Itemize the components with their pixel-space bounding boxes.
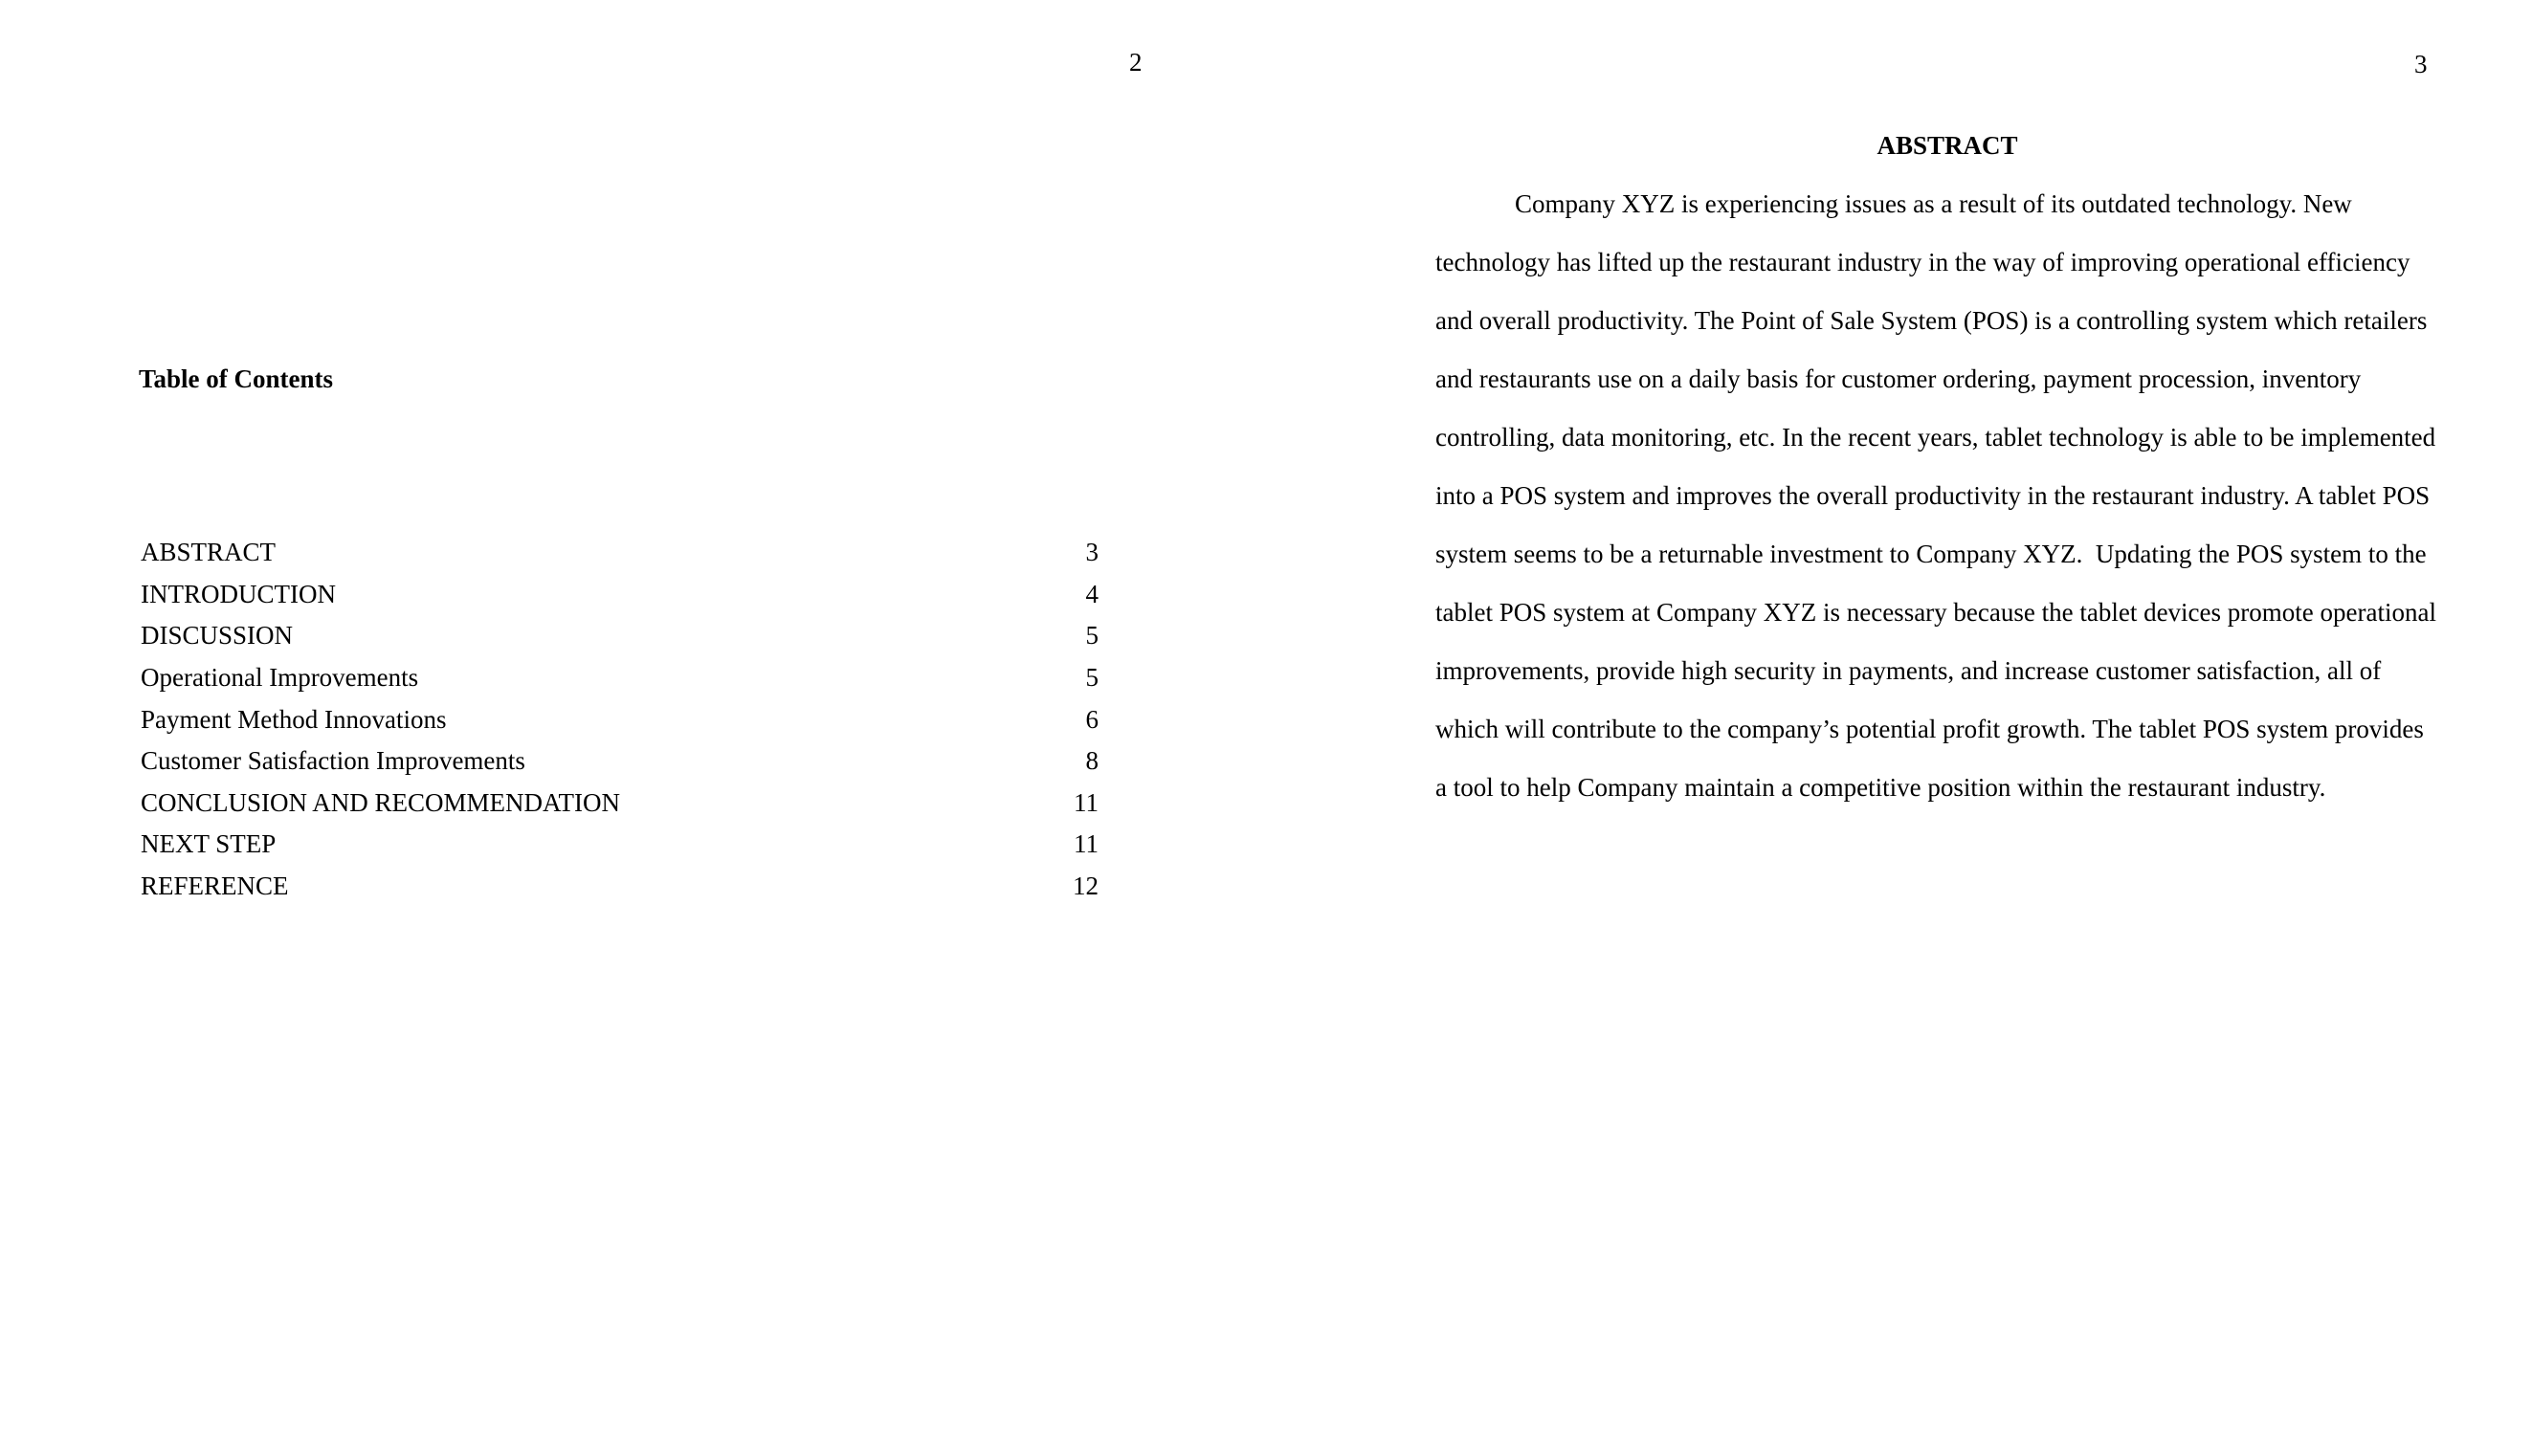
paragraph-line: a tool to help Company maintain a competitive position within the restaurant industry. [1435, 773, 2326, 802]
toc-page-number: 12 [1073, 871, 1099, 901]
toc-label: ABSTRACT [141, 538, 277, 567]
paragraph-line: and overall productivity. The Point of Sale System (POS) is a controlling system which retailers [1435, 306, 2428, 335]
page-number-right: 3 [2414, 50, 2428, 78]
toc-row [141, 532, 1099, 574]
paragraph-line: tablet POS system at Company XYZ is necessary because the tablet devices promote operational [1435, 598, 2436, 627]
toc-list [141, 532, 1099, 907]
paragraph-line: improvements, provide high security in payments, and increase customer satisfaction, all of [1435, 656, 2382, 685]
toc-page-number: 5 [1085, 621, 1099, 651]
paragraph-line: and restaurants use on a daily basis for customer ordering, payment procession, inventory [1435, 364, 2362, 393]
toc-page-number: 5 [1085, 663, 1099, 693]
paragraph-line: system seems to be a returnable investment to Company XYZ. Updating the POS system to the [1435, 540, 2427, 568]
paragraph-line: Company XYZ is experiencing issues as a result of its outdated technology. New [1515, 189, 2352, 218]
toc-page-number: 4 [1085, 579, 1099, 608]
toc-label: REFERENCE [141, 871, 289, 901]
toc-label: INTRODUCTION [141, 579, 336, 608]
paragraph-line: controlling, data monitoring, etc. In the recent years, tablet technology is able to be implemented [1435, 423, 2436, 452]
abstract-section [1435, 117, 2459, 817]
toc-row [141, 866, 1099, 908]
page-number-left: 2 [1129, 48, 1143, 77]
toc-label: NEXT STEP [141, 829, 277, 859]
toc-page-number: 11 [1074, 829, 1099, 859]
toc-row [141, 574, 1099, 616]
toc-row [141, 740, 1099, 783]
toc-row [141, 783, 1099, 825]
toc-row [141, 657, 1099, 699]
toc-page-number: 11 [1074, 787, 1099, 817]
toc-label: Customer Satisfaction Improvements [141, 746, 525, 776]
toc-heading: Table of Contents [139, 364, 334, 393]
toc-row [141, 698, 1099, 740]
toc-row [141, 615, 1099, 657]
paragraph-line: into a POS system and improves the overall productivity in the restaurant industry. A tablet POS [1435, 481, 2431, 510]
toc-label: DISCUSSION [141, 621, 294, 651]
toc-page-number: 3 [1085, 538, 1099, 567]
abstract-heading: ABSTRACT [1877, 131, 2018, 160]
paragraph-line: which will contribute to the company’s potential profit growth. The tablet POS system provides [1435, 715, 2424, 743]
page-3 [1266, 0, 2532, 1456]
toc-page-number: 6 [1085, 704, 1099, 734]
toc-label: Payment Method Innovations [141, 704, 447, 734]
toc-label: Operational Improvements [141, 663, 419, 693]
paragraph-line: technology has lifted up the restaurant industry in the way of improving operational efficiency [1435, 248, 2410, 276]
toc-row [141, 824, 1099, 866]
toc-label: CONCLUSION AND RECOMMENDATION [141, 787, 621, 817]
toc-page-number: 8 [1085, 746, 1099, 776]
